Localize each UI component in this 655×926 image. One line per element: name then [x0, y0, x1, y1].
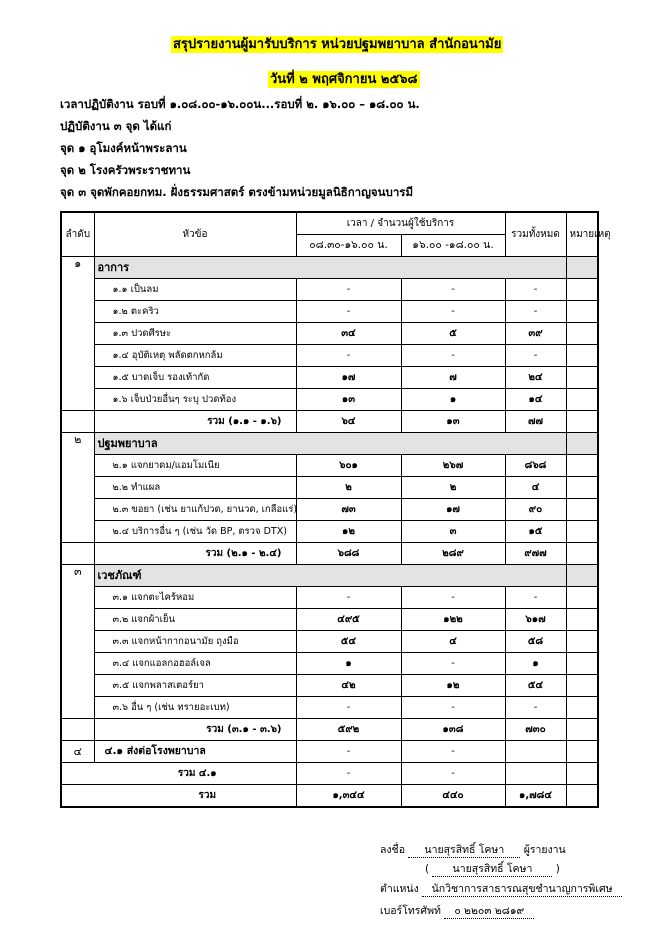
- service-report-table: [60, 211, 611, 808]
- table-row: ๒.๑ แจกยาดม/แอมโมเนีย ๖๐๑ ๒๖๗ ๘๖๘: [61, 455, 598, 477]
- grand-total-label: รวม: [61, 785, 296, 808]
- table-row: ๒.๔ บริการอื่น ๆ (เช่น วัด BP, ตรวจ DTX) ๑๒ ๓ ๑๕: [61, 521, 598, 543]
- table-row: ๑.๕ บาดเจ็บ รองเท้ากัด ๑๗ ๗ ๒๔: [61, 367, 598, 389]
- table-row: ๓.๑ แจกตะไคร้หอม - - -: [61, 587, 598, 609]
- point-1-line: จุด ๑ อุโมงค์หน้าพระลาน: [60, 141, 187, 155]
- table-row: ๓.๒ แจกผ้าเย็น ๔๙๕ ๑๒๒ ๖๑๗: [61, 609, 598, 631]
- signer-name-parenthesized: ( นายสุรสิทธิ์ โคษา ): [425, 863, 560, 875]
- table-row: ๓.๖ อื่น ๆ (เช่น ทรายอะเบท) - - -: [61, 697, 598, 719]
- report-title: สรุปรายงานผู้มารับบริการ หน่วยปฐมพยาบาล สำนักอนามัย: [173, 37, 502, 52]
- section-2-number: ๒: [61, 433, 94, 543]
- report-date: วันที่ ๒ พฤศจิกายน ๒๕๖๘: [270, 72, 418, 87]
- header-topic: หัวข้อ: [94, 212, 296, 257]
- signer-name: นายสุรสิทธิ์ โคษา: [408, 843, 520, 858]
- signature-line: ลงชื่อ นายสุรสิทธิ์ โคษา ผู้รายงาน: [380, 844, 566, 856]
- point-2-line: จุด ๒ โรงครัวพระราชทาน: [60, 163, 191, 177]
- section-3-sum-row: รวม (๓.๑ - ๓.๖) ๕๙๒ ๑๓๘ ๗๓๐: [61, 719, 598, 741]
- section-1-sum-row: รวม (๑.๑ - ๑.๖) ๖๔ ๑๓ ๗๗: [61, 411, 598, 433]
- section-1-name: อาการ: [94, 257, 566, 279]
- position-line: ตำแหน่ง นักวิชาการสาธารณสุขชำนาญการพิเศษ: [380, 882, 622, 897]
- table-row: ๒.๓ ขอยา (เช่น ยาแก้ปวด, ยานวด, เกลือแร่) ๗๓ ๑๗ ๙๐: [61, 499, 598, 521]
- header-order: ลำดับ: [61, 212, 94, 257]
- table-row: ๓.๔ แจกแอลกอฮอล์เจล ๑ - ๑: [61, 653, 598, 675]
- section-1-number: ๑: [61, 257, 94, 411]
- grand-total-period-1: ๑,๓๔๔: [296, 785, 401, 808]
- table-row: ๑.๓ ปวดศีรษะ ๓๔ ๕ ๓๙: [61, 323, 598, 345]
- point-3-line: จุด ๓ จุดพักคอยกทม. ฝั่งธรรมศาสตร์ ตรงข้ามหน่วยมูลนิธิกาญจนบารมี: [60, 185, 414, 199]
- grand-total-all: ๑,๗๘๔: [505, 785, 566, 808]
- section-2-name: ปฐมพยาบาล: [94, 433, 566, 455]
- header-note: หมายเหตุ: [566, 212, 598, 257]
- table-row: ๓.๓ แจกหน้ากากอนามัย ถุงมือ ๕๔ ๔ ๕๘: [61, 631, 598, 653]
- section-row-supplies: [61, 565, 598, 587]
- section-3-name: เวชภัณฑ์: [94, 565, 566, 587]
- work-time-line: เวลาปฏิบัติงาน รอบที่ ๑.๐๘.๐๐-๑๖.๐๐น...รอบที่ ๒. ๑๖.๐๐ – ๑๘.๐๐ น.: [60, 97, 420, 111]
- grand-total-row: [61, 785, 598, 808]
- section-4-sum-row: รวม ๔.๑ - -: [61, 763, 598, 785]
- table-row: ๑.๒ ตะคริว - - -: [61, 301, 598, 323]
- header-period-1: ๐๘.๓๐-๑๖.๐๐ น.: [296, 235, 401, 257]
- table-row: ๒.๒ ทำแผล ๒ ๒ ๔: [61, 477, 598, 499]
- header-time-group: เวลา / จำนวนผู้ใช้บริการ: [296, 212, 505, 235]
- section-row-symptoms: [61, 257, 598, 279]
- section-row-referral: ๔ ๔.๑ ส่งต่อโรงพยาบาล - -: [61, 741, 598, 763]
- signer-position: นักวิชาการสาธารณสุขชำนาญการพิเศษ: [422, 882, 622, 897]
- table-row: ๑.๑ เป็นลม - - -: [61, 279, 598, 301]
- table-row: ๑.๖ เจ็บป่วยอื่นๆ ระบุ ปวดท้อง ๑๓ ๑ ๑๔: [61, 389, 598, 411]
- work-points-line: ปฏิบัติงาน ๓ จุด ได้แก่: [60, 119, 172, 133]
- header-total: รวมทั้งหมด: [505, 212, 566, 257]
- section-row-first-aid: [61, 433, 598, 455]
- section-2-sum-row: รวม (๒.๑ - ๒.๔) ๖๘๘ ๒๘๙ ๙๗๗: [61, 543, 598, 565]
- signer-phone: ๐ ๒๒๐๓ ๒๘๑๙: [444, 904, 534, 919]
- header-period-2: ๑๖.๐๐ -๑๘.๐๐ น.: [401, 235, 505, 257]
- section-4-number: ๔: [61, 741, 94, 763]
- table-row: ๑.๔ อุบัติเหตุ พลัดตกหกล้ม - - -: [61, 345, 598, 367]
- table-row: ๓.๕ แจกพลาสเตอร์ยา ๔๒ ๑๒ ๕๔: [61, 675, 598, 697]
- phone-line: เบอร์โทรศัพท์ ๐ ๒๒๐๓ ๒๘๑๙: [380, 904, 534, 919]
- section-3-number: ๓: [61, 565, 94, 719]
- grand-total-period-2: ๔๔๐: [401, 785, 505, 808]
- section-4-label: ๔.๑ ส่งต่อโรงพยาบาล: [94, 741, 296, 763]
